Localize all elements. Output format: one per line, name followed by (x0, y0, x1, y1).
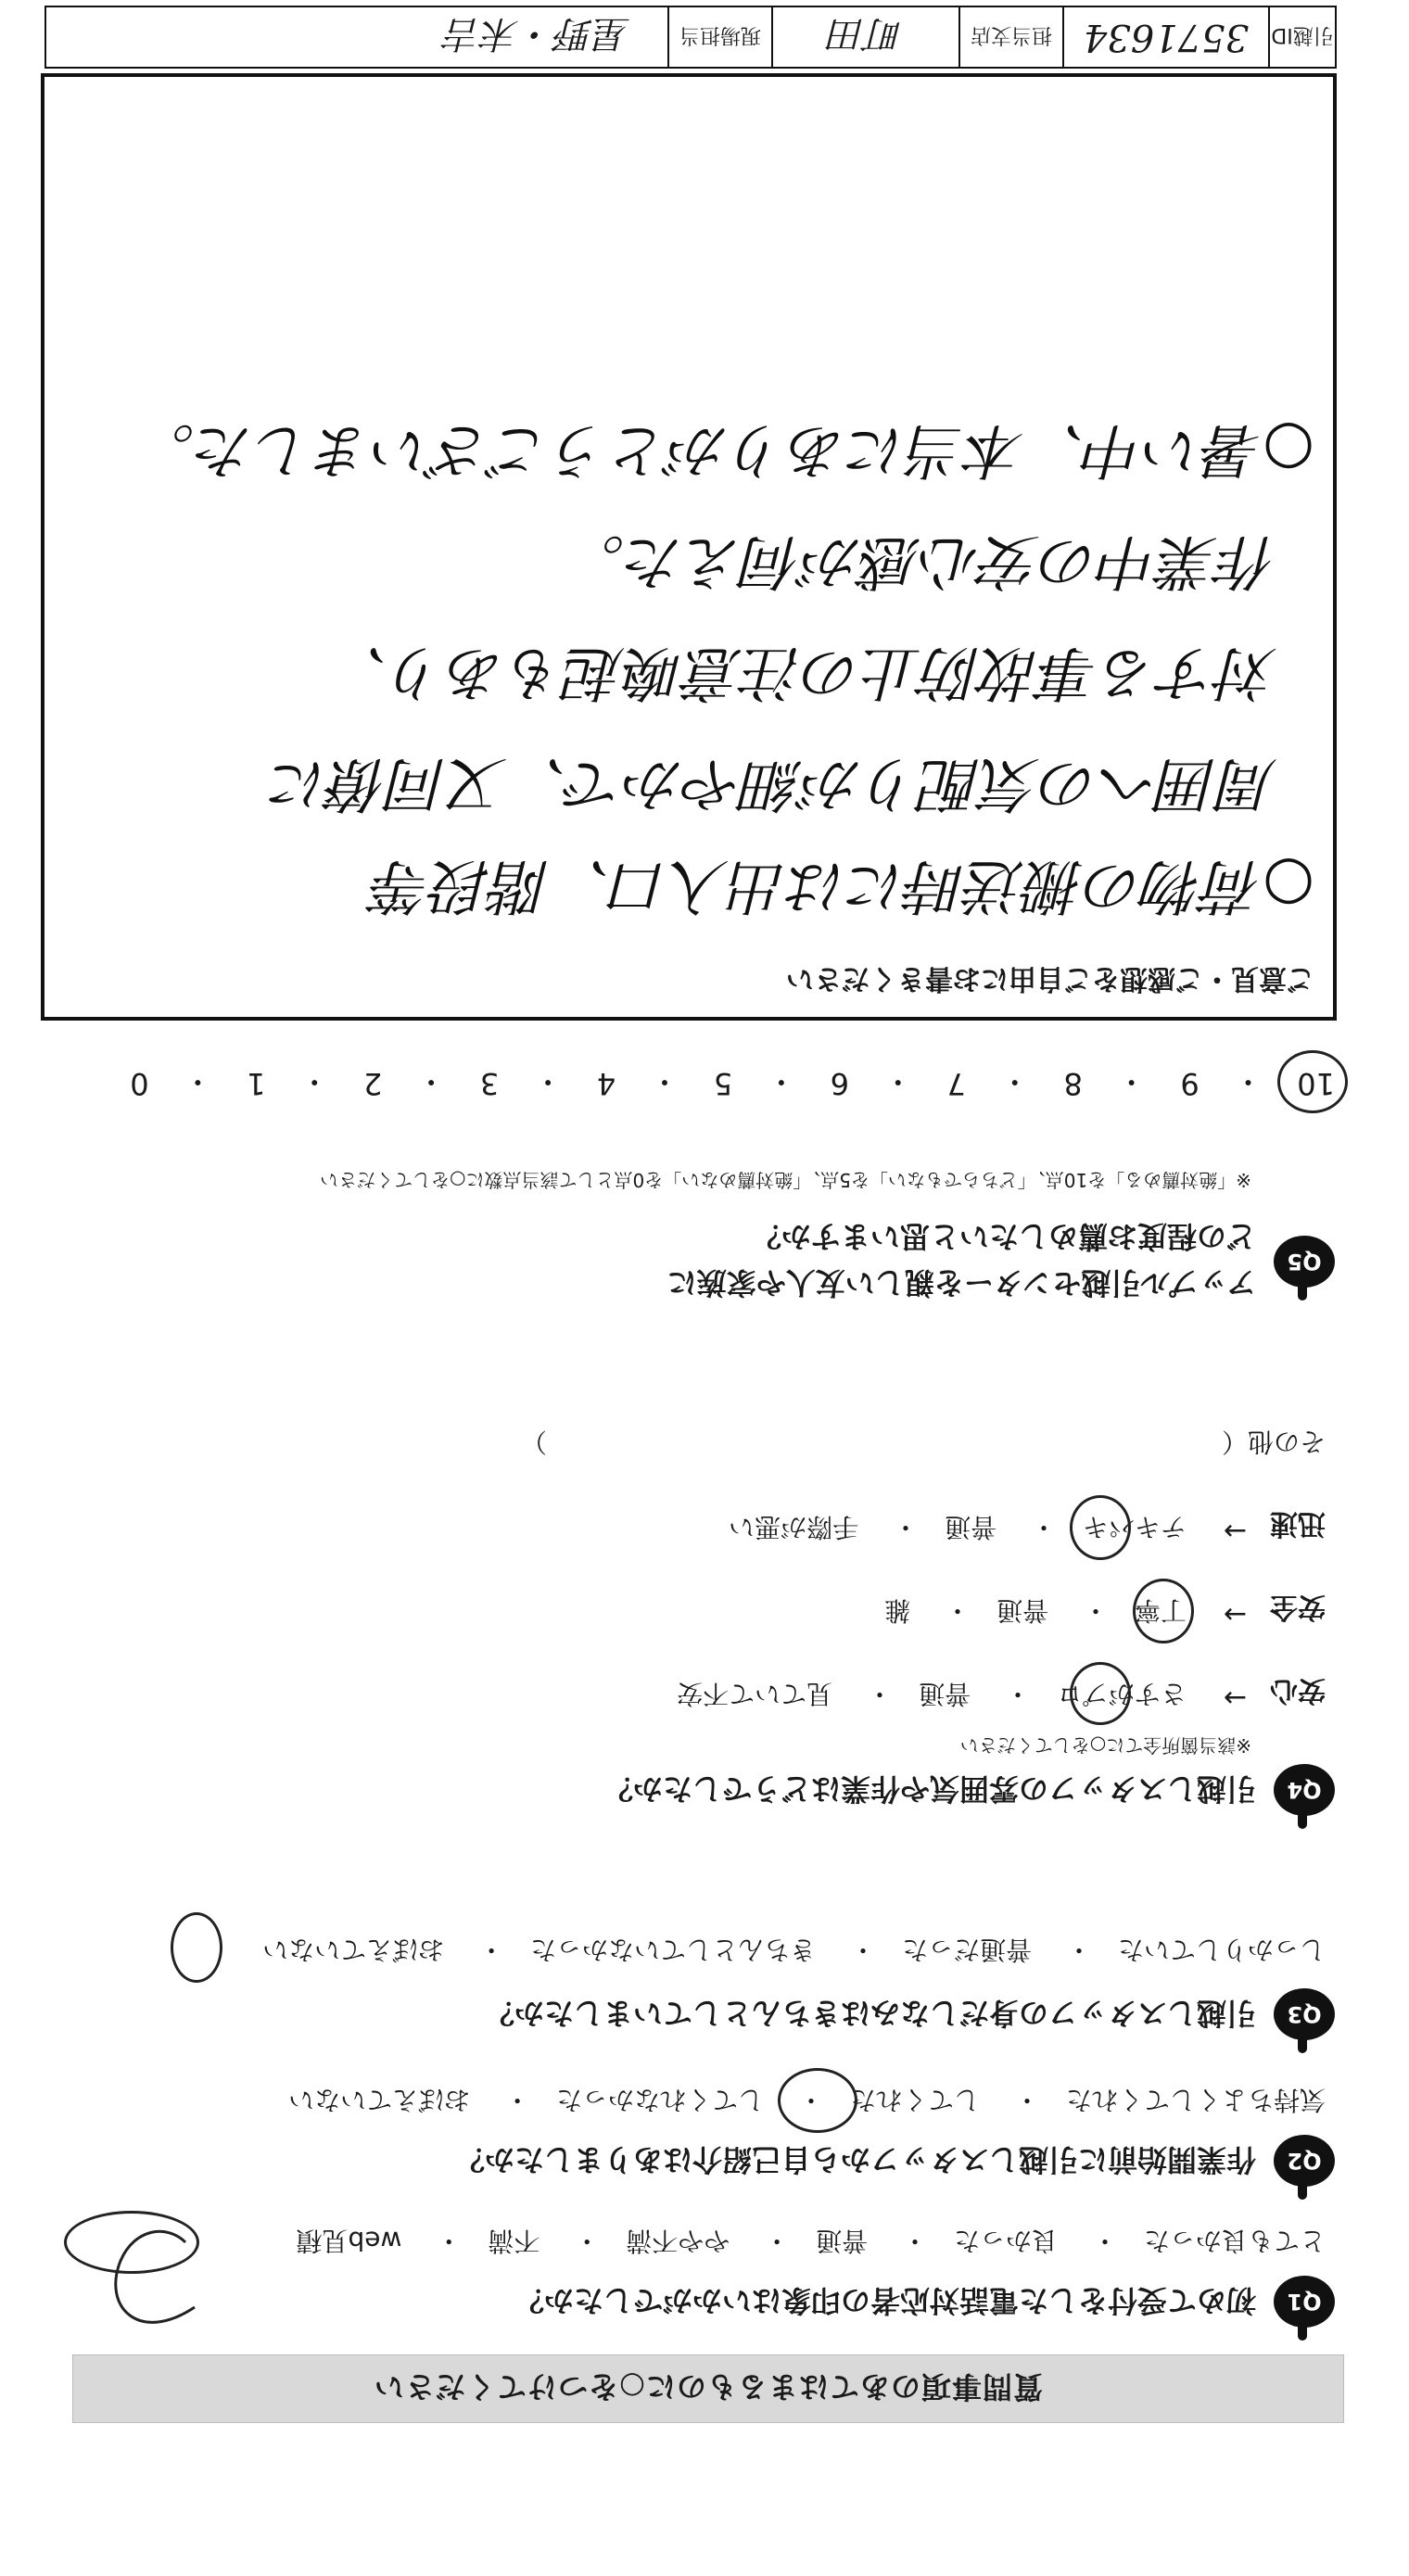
q2-option-2[interactable]: してくれた (850, 2085, 981, 2115)
instruction-text: 質問事項のあてはまるものに○をつけてください (374, 2369, 1043, 2405)
q5-score-2[interactable]: 2 (363, 1066, 383, 1101)
scale-dot: ・ (533, 1064, 564, 1099)
q4-row-2-options: 丁寧 ・ 普通 ・ 雑 (884, 1595, 1187, 1626)
q4-row-1-options: さすがプロ ・ 普通 ・ 見ていて不安 (677, 1679, 1187, 1709)
q4-row-1-option-1[interactable]: さすがプロ (1056, 1679, 1187, 1709)
q5-score-4[interactable]: 4 (596, 1066, 616, 1101)
comment-line-3: 対する事故防止の注意喚起もあり、 (328, 638, 1277, 706)
comment-line-5: ○暑い中、本当にありがとうございました。 (135, 415, 1314, 484)
q4-other[interactable]: その他（ ） (520, 1427, 1326, 1457)
scale-dot: ・ (882, 1064, 913, 1099)
q5-score-10[interactable]: 10 (1297, 1066, 1335, 1101)
q2-option-1[interactable]: 気持ちよくしてくれた (1065, 2085, 1326, 2115)
q2-option-4[interactable]: おぼえていない (288, 2085, 471, 2115)
q5-question-line1: アップル引越センターを親しい友人や家族に (666, 1265, 1256, 1301)
scale-dot: ・ (1116, 1064, 1147, 1099)
q4-row-3-options: テキパキ ・ 普通 ・ 手際が悪い (729, 1512, 1187, 1542)
q1-option-5[interactable]: 不満 (488, 2226, 540, 2256)
q4-row-1-label: 安心 (1270, 1674, 1326, 1707)
scale-dot: ・ (766, 1064, 796, 1099)
scale-dot: ・ (183, 1064, 213, 1099)
q2-selection-circle (778, 2068, 857, 2133)
q5-score-0[interactable]: 0 (130, 1066, 149, 1101)
comment-title: ご意見・ご感想をご自由にお書きください (786, 962, 1314, 995)
q4-row-2-label: 安全 (1270, 1591, 1326, 1623)
q4-row-3-option-1[interactable]: テキパキ (1082, 1512, 1187, 1542)
q4-row-3-circle (1070, 1495, 1131, 1560)
q5-score-7[interactable]: 7 (946, 1066, 966, 1101)
comment-line-4: 作業中の安心感が伺えた。 (565, 527, 1277, 595)
q3-options: しっかりしていた ・ 普通だった ・ きちんとしていなかった ・ おぼえていない (262, 1935, 1326, 1965)
q1-option-4[interactable]: やや不満 (626, 2226, 730, 2256)
branch-value: 町田 (771, 7, 958, 67)
q4-row-1-circle (1070, 1662, 1131, 1725)
q5-score-3[interactable]: 3 (479, 1066, 500, 1101)
q4-row-2-arrow: → (1223, 1598, 1247, 1631)
q4-row-1-option-2[interactable]: 普通 (919, 1679, 971, 1709)
q3-option-2[interactable]: 普通だった (902, 1935, 1033, 1965)
staff-label: 現場担当 (667, 7, 771, 67)
q1-option-6[interactable]: web見積 (296, 2226, 402, 2256)
info-strip (44, 6, 1337, 69)
comment-box[interactable] (41, 73, 1337, 1021)
q4-row-2-option-2[interactable]: 普通 (996, 1595, 1049, 1626)
q5-selection-circle (1277, 1050, 1348, 1113)
q3-option-4[interactable]: おぼえていない (262, 1935, 445, 1965)
q5-score-6[interactable]: 6 (830, 1066, 850, 1101)
q3-badge: Q3 (1274, 1988, 1335, 2040)
q2-question: 作業開始前に引越しスタッフから自己紹介はありましたか？ (454, 2142, 1256, 2177)
id-value: 3571634 (1062, 7, 1268, 67)
q4-row-1-arrow: → (1223, 1681, 1247, 1714)
instruction-band (72, 2354, 1344, 2423)
q4-question: 引越しスタッフの雰囲気や作業はどうでしたか？ (603, 1771, 1256, 1807)
q3-selection-circle (171, 1912, 222, 1983)
q1-handwritten-mark (93, 2205, 213, 2344)
q5-score-1[interactable]: 1 (247, 1066, 266, 1101)
q4-row-2-option-1[interactable]: 丁寧 (1134, 1595, 1187, 1626)
q5-scale (130, 1056, 1335, 1111)
q4-row-2-option-3[interactable]: 雑 (884, 1595, 911, 1626)
comment-line-1: ○荷物の搬送時には出入口、階段等 (373, 851, 1314, 920)
q5-score-5[interactable]: 5 (713, 1066, 733, 1101)
q1-option-3[interactable]: 普通 (816, 2226, 869, 2256)
q2-option-3[interactable]: してくれなかった (556, 2085, 765, 2115)
staff-value: 星野・末吉 (445, 12, 630, 56)
q1-option-2[interactable]: 良かった (954, 2226, 1059, 2256)
q4-badge: Q4 (1274, 1764, 1335, 1816)
q1-option-1[interactable]: とても良かった (1143, 2226, 1326, 2256)
q3-option-1[interactable]: しっかりしていた (1117, 1935, 1326, 1965)
branch-label: 担当支店 (958, 7, 1062, 67)
q5-question-line2: どの程度お薦めしたいと思いますか？ (751, 1219, 1256, 1254)
q5-note: ※「絶対薦める」を10点、「どちらでもない」を5点、「絶対薦めない」を0点として該当点数に○をしてください (320, 1169, 1251, 1191)
scale-dot: ・ (1233, 1064, 1263, 1099)
scale-dot: ・ (299, 1064, 330, 1099)
q5-score-9[interactable]: 9 (1180, 1066, 1200, 1101)
q4-note: ※該当箇所全てに○をしてください (959, 1734, 1251, 1757)
q4-row-2-circle (1133, 1579, 1194, 1643)
scale-dot: ・ (649, 1064, 679, 1099)
q3-question: 引越しスタッフの身だしなみはきちんとしていましたか？ (484, 1996, 1256, 2031)
q4-row-1-option-3[interactable]: 見ていて不安 (677, 1679, 833, 1709)
q1-question: 初めて受付をした電話対応者の印象はいかがでしたか？ (514, 2283, 1256, 2318)
q5-badge: Q5 (1274, 1236, 1335, 1288)
q5-score-8[interactable]: 8 (1063, 1066, 1083, 1101)
q2-badge: Q2 (1274, 2135, 1335, 2187)
scale-dot: ・ (999, 1064, 1030, 1099)
q4-row-3-option-2[interactable]: 普通 (945, 1512, 997, 1542)
scale-dot: ・ (416, 1064, 447, 1099)
q4-row-3-label: 迅速 (1270, 1507, 1326, 1540)
q4-row-3-arrow: → (1223, 1515, 1247, 1547)
q4-row-3-option-3[interactable]: 手際が悪い (729, 1512, 859, 1542)
comment-line-2: 周囲への気配りが細やかで、又同僚に (270, 749, 1277, 818)
q2-options: 気持ちよくしてくれた ・ してくれた ・ してくれなかった ・ おぼえていない (288, 2085, 1326, 2115)
q1-options: とても良かった ・ 良かった ・ 普通 ・ やや不満 ・ 不満 ・ web見積 (296, 2226, 1326, 2256)
q1-badge: Q1 (1274, 2276, 1335, 2328)
q3-option-3[interactable]: きちんとしていなかった (530, 1935, 817, 1965)
id-label: 引越ID (1268, 7, 1335, 67)
